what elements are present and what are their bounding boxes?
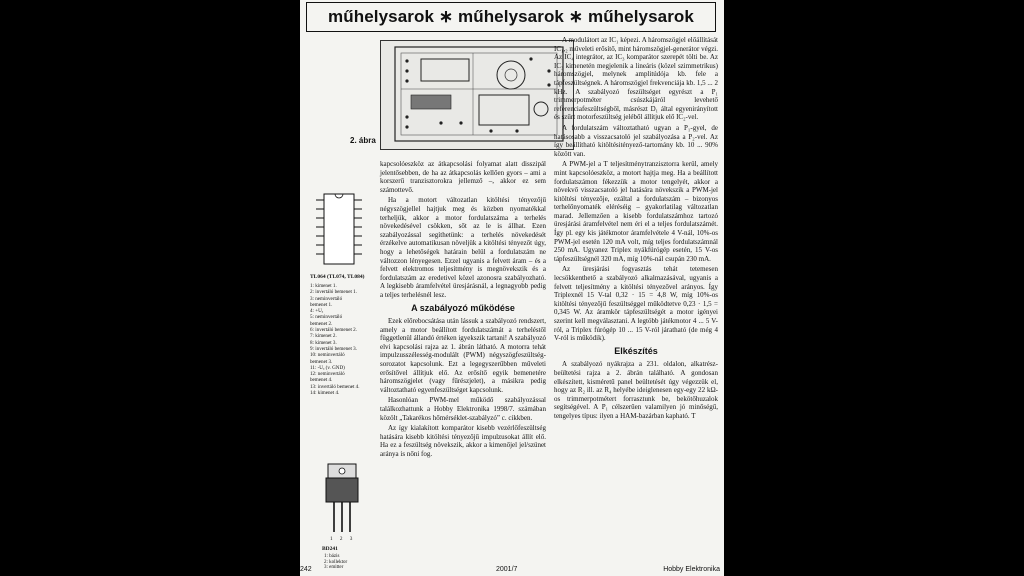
- page-number: 242: [300, 566, 312, 573]
- transistor-drawing: [322, 462, 362, 532]
- paragraph: Ezek előrebocsátása után lássuk a szabályozó rendszert, amely a motor beállított fordulatszámát a terheléstől függetlenül állandó értéken igyekszik tartani! A szabályozó elvi kapcsolási rajza az 1. ábrán látható. A motorra tehát impulzusszélesség-modulált (PWM) négyszögfeszültség-sorozatot kapcsolunk. Ezt a legegyszerűbben műveleti erősítővel állítjuk elő. Az erősítő egyik bemenetére háromszögjelet (vagy fűrészjelet), a másikra pedig változtatható egyenfeszültséget kapcsolunk.: [380, 317, 546, 394]
- magazine-name: Hobby Elektronika: [663, 566, 720, 573]
- section-heading: Elkészítés: [614, 345, 658, 356]
- paragraph: Hasonlóan PWM-mel működő szabályozással találkozhattunk a Hobby Elektronika 1998/7. számában közölt „Takarékos hőmérséklet-szabályzó” c. cikkben.: [380, 396, 546, 422]
- header-title: műhelysarok ∗ műhelysarok ∗ műhelysarok: [328, 7, 694, 26]
- page-header: [306, 2, 716, 32]
- paragraph: Az üresjárási fogyasztás tehát tetemesen lecsökkenthető a szabályozó alkalmazásával, ugyanis a felvett teljesítmény a kitöltési tényezővel arányos. Így Triplexnél 15 V-tal 0,32 · 15 = 4,8 W, míg 10%-os kitöltési tényezőjű feszültséggel működtetve 0,23 · 1,5 = 0,345 W. Az áramkör tápfeszültségét a motor igényei szerint kell megválasztani. A legtöbb játékmotor 4 ... 5 V-ról, a Triplex fúrógép 10 ... 15 V-ról járatható (de még 4 V-ról is működik).: [554, 265, 718, 343]
- ic-pin: 13: invertáló bemenet 4.: [310, 383, 360, 390]
- middle-column: [380, 160, 546, 461]
- ic-pin: bemenet 2.: [310, 320, 333, 327]
- paragraph: A fordulatszám változtatható ugyan a P₁-gyel, de hatásosabb a visszacsatoló jel szabályozása a P₂-vel. Az így beállítható kitöltésitényező-tartomány kb. 10 ... 90% között van.: [554, 123, 718, 158]
- paragraph: A szabályozó nyákrajza a 231. oldalon, alkatrész-beültetési rajza a 2. ábrán található. A gondosan elkészített, kisméretű panel beültetését úgy végezzük el, hogy az R₂ ill. az R₄ helyébe ideiglenesen egy-egy 22 kΩ-os trimmerpotmétert forrasztunk be, bekötőhuzalok segítségével. A P₁ célszerűen valamilyen jó minőségű, tengelyes típus: ilyen a HAM-bazárban kapható. T: [554, 360, 718, 420]
- paragraph: Ha a motort változatlan kitöltési tényezőjű négyszögjellel hajtjuk meg és közben nyomatékkal terheljük, akkor a motor fordulatszáma a terhelés növekedésével csökken, sőt az le is állhat. Ezen szabályozással segíthetünk: a terhelés növekedését érzékelve automatikusan növeljük a kitöltési tényezőt úgy, hogy a lehetőségek határain belül a fordulatszám ne változzon lényegesen. Ezzel ugyanis a felvett áram – és a felvett elektromos teljesítmény is megnövekszik és a fordulatszám az eredetivel közel azonosra szabályozható. A legkisebb áramfelvétel üresjárásnál, a legnagyobb pedig a teljes terhelésnél lesz.: [380, 196, 546, 299]
- ic-pin: 14: kimenet 4.: [310, 390, 340, 397]
- ic-pin: bemenet 1.: [310, 301, 333, 308]
- ic-pin-list: [310, 283, 378, 396]
- transistor-pin: 1: bázis: [324, 554, 340, 559]
- transistor-pin: 3: emitter: [324, 565, 344, 571]
- transistor-pin-list: [324, 554, 347, 571]
- transistor-title: BD241: [322, 546, 338, 552]
- paragraph: A modulátort az IC₁ képezi. A háromszögjel előállítását IC₁,₂ műveleti erősítő, mint háromszögjel-generátor végzi. Az IC₄ integrátor, az IC₃ komparátor szerepét tölti be. Az IC₃ kimenetén megjelenik a lineáris (közel szimmetrikus) háromszögjel, melynek amplitúdója kb. fele a tápfeszültségnek. A háromszögjel frekvenciája kb. 1,5 ... 2 kHz. A szabályozó feszültséget egyrészt a P₁ trimmerpotméter csúszkájáról levehető referenciafeszültségből, másrészt D₁ által egyenirányított és szűrt motorfeszültség jeléből állítjuk elő IC₂-vel.: [554, 36, 718, 122]
- section-heading: A szabályozó működése: [411, 302, 515, 313]
- paragraph: Az így kialakított komparátor kisebb vezérlőfeszültség hatására kisebb kitöltési tényezőjű impulzusokat állít elő. Ha ez a feszültség növekszik, akkor a kimenőjel jel/szünet aránya is nőni fog.: [380, 424, 546, 458]
- ic-pin: bemenet 3.: [310, 358, 333, 365]
- ic-pin: 12: neminvertáló: [310, 371, 345, 378]
- ic-pin: 9: invertáló bemenet 3.: [310, 345, 357, 352]
- ic-pin: 5: neminvertáló: [310, 314, 343, 321]
- pcb-layout-figure: [380, 40, 574, 150]
- figure-caption: 2. ábra: [350, 136, 376, 145]
- ic-pin: 7: kimenet 2.: [310, 333, 337, 340]
- paragraph: A PWM-jel a T teljesítménytranzisztorra kerül, amely mint kapcsolóeszköz, a motort hajtja meg. Ha a beállított fordulatszámon fékezzük a motor tengelyét, akkor a növekvő visszacsatoló jel hatására növekszik a PWM-jel kitöltési tényezője, ezáltal a fordulatszám – bizonyos terhelőnyomaték eléréséig – gyakorlatilag változatlan marad. Jellemzően a kisebb fordulatszámhoz tartozó üresjárási áramfelvétel nem éri el a teljes fordulatszámét. Így pl. egy kis játékmotor áramfelvétele 4 V-nál, 10%-os PWM-jel esetén 120 mA volt, míg teljes fordulatszámnál 250 mA. Ugyanez Triplex nyákfúrógép esetén, 15 V-os tápfeszültségnél 320 mA, míg 10%-nál csupán 230 mA.: [554, 160, 718, 263]
- ic-pin: 2: invertáló bemenet 1.: [310, 289, 357, 296]
- ic-pin: 8: kimenet 3.: [310, 339, 337, 346]
- ic-pin: 3: neminvertáló: [310, 295, 343, 302]
- ic-pin: 10: neminvertáló: [310, 352, 345, 359]
- ic-pin: 11: -Uₐ (v. GND): [310, 364, 345, 371]
- ic-pinout-diagram: [310, 190, 368, 268]
- magazine-page: [300, 0, 724, 576]
- ic-pin: 6: invertáló bemenet 2.: [310, 327, 357, 334]
- ic-pin: 1: kimenet 1.: [310, 283, 337, 289]
- transistor-pin: 2: kollektor: [324, 559, 348, 565]
- ic-pin: 4: +Uₐ: [310, 308, 324, 315]
- pcb-drawing: [381, 41, 575, 151]
- ic-pin: bemenet 4.: [310, 377, 333, 384]
- transistor-pin-numbers: 1 2 3: [330, 536, 356, 542]
- ic-title: TL064 (TL074, TL084): [310, 274, 365, 280]
- paragraph: kapcsolóeszköz az átkapcsolási folyamat alatt disszipál jelentősebben, de ha az átkapcsolás kellően gyors – ami a korszerű tranzisztorokra jellemző –, akkor ez sem számottevő.: [380, 160, 546, 194]
- issue-number: 2001/7: [496, 566, 518, 573]
- right-column: [554, 36, 718, 423]
